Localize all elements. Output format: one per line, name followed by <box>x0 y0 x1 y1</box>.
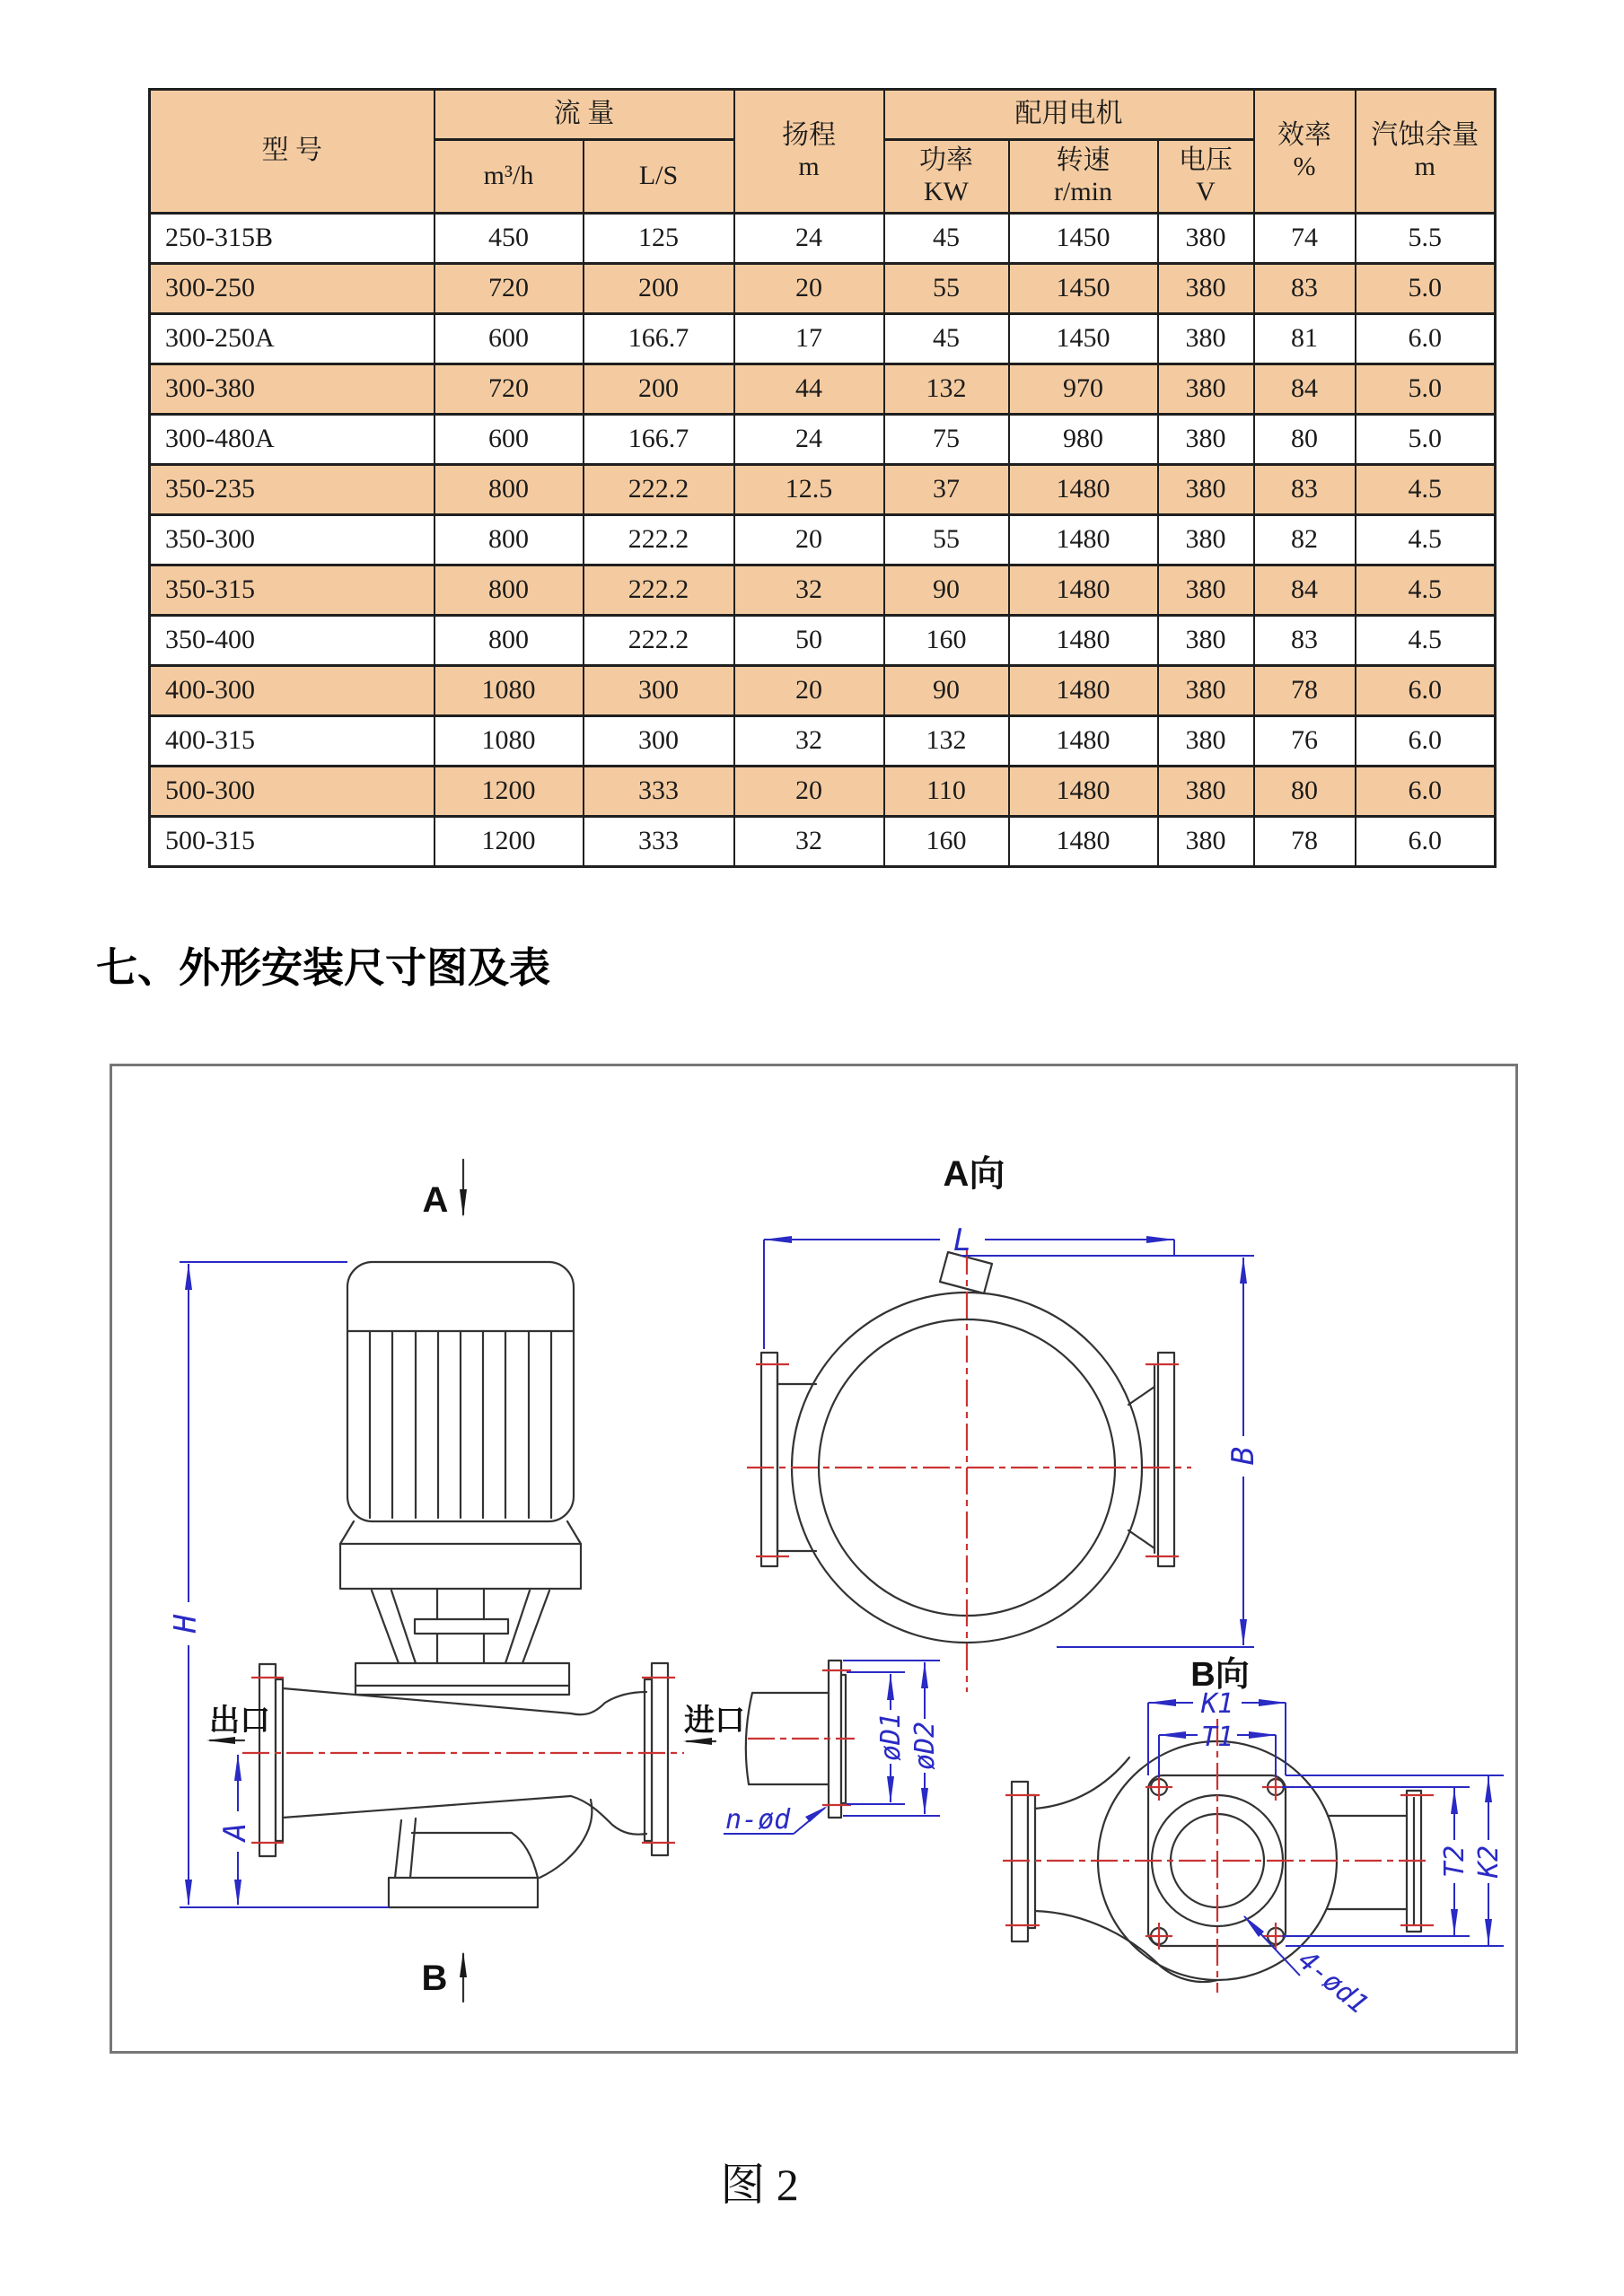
table-row <box>150 515 1496 565</box>
value-cell: 380 <box>1158 666 1254 716</box>
value-cell: 380 <box>1158 314 1254 364</box>
col-header-power-line1: 功率 <box>919 145 973 175</box>
table-row <box>150 716 1496 767</box>
col-header-model: 型 号 <box>150 90 435 214</box>
view-a-title: A向 <box>943 1154 1005 1194</box>
value-cell: 1080 <box>435 716 584 767</box>
installation-drawing <box>110 1064 1518 2054</box>
table-row <box>150 616 1496 666</box>
col-header-speed-line2: r/min <box>1054 176 1112 206</box>
value-cell: 1200 <box>435 817 584 867</box>
value-cell: 1480 <box>1009 616 1158 666</box>
elevation-view <box>168 1160 745 2002</box>
pump-spec-table <box>148 88 1497 868</box>
value-cell: 1480 <box>1009 767 1158 817</box>
dim-4d1-label: 4-ød1 <box>1291 1944 1374 2021</box>
pump-base <box>389 1878 538 1907</box>
value-cell: 90 <box>884 565 1009 616</box>
col-header-head-line2: m <box>798 151 820 181</box>
value-cell: 380 <box>1158 264 1254 314</box>
value-cell: 160 <box>884 616 1009 666</box>
value-cell: 1480 <box>1009 817 1158 867</box>
value-cell: 450 <box>435 214 584 264</box>
value-cell: 380 <box>1158 565 1254 616</box>
model-cell: 400-315 <box>150 716 435 767</box>
pump-flange-plate <box>356 1663 569 1695</box>
model-cell: 300-250A <box>150 314 435 364</box>
value-cell: 380 <box>1158 364 1254 415</box>
value-cell: 24 <box>734 415 884 465</box>
value-cell: 132 <box>884 716 1009 767</box>
value-cell: 4.5 <box>1356 616 1496 666</box>
outlet-flange <box>259 1664 276 1856</box>
dim-d2-label: øD2 <box>909 1721 941 1771</box>
motor-stool <box>340 1544 581 1589</box>
model-cell: 400-300 <box>150 666 435 716</box>
model-cell: 350-400 <box>150 616 435 666</box>
dim-t1-label: T1 <box>1200 1722 1234 1753</box>
value-cell: 5.0 <box>1356 415 1496 465</box>
value-cell: 24 <box>734 214 884 264</box>
figure-caption: 图 2 <box>720 2160 799 2210</box>
value-cell: 4.5 <box>1356 515 1496 565</box>
value-cell: 1480 <box>1009 515 1158 565</box>
value-cell: 200 <box>584 264 734 314</box>
value-cell: 800 <box>435 515 584 565</box>
value-cell: 80 <box>1254 767 1356 817</box>
value-cell: 333 <box>584 817 734 867</box>
table-row <box>150 264 1496 314</box>
value-cell: 380 <box>1158 214 1254 264</box>
figure-border <box>111 1065 1517 2053</box>
inlet-label: 进口 <box>684 1704 745 1738</box>
section-arrow-a-label: A <box>422 1180 449 1220</box>
col-header-npsh <box>1356 90 1496 214</box>
value-cell: 1480 <box>1009 666 1158 716</box>
table-row <box>150 767 1496 817</box>
value-cell: 5.5 <box>1356 214 1496 264</box>
spec-table-body <box>150 214 1496 867</box>
value-cell: 970 <box>1009 364 1158 415</box>
dim-k2-label: K2 <box>1473 1845 1505 1879</box>
model-cell: 250-315B <box>150 214 435 264</box>
model-cell: 300-380 <box>150 364 435 415</box>
table-row <box>150 364 1496 415</box>
table-row <box>150 817 1496 867</box>
figure-box <box>110 1064 1518 2054</box>
value-cell: 50 <box>734 616 884 666</box>
value-cell: 380 <box>1158 465 1254 515</box>
value-cell: 1450 <box>1009 264 1158 314</box>
value-cell: 55 <box>884 264 1009 314</box>
value-cell: 83 <box>1254 264 1356 314</box>
value-cell: 380 <box>1158 716 1254 767</box>
model-cell: 300-480A <box>150 415 435 465</box>
model-cell: 350-315 <box>150 565 435 616</box>
dim-b-label: B <box>1225 1446 1261 1466</box>
value-cell: 75 <box>884 415 1009 465</box>
value-cell: 37 <box>884 465 1009 515</box>
value-cell: 90 <box>884 666 1009 716</box>
value-cell: 32 <box>734 716 884 767</box>
col-header-flow-ls: L/S <box>584 140 734 214</box>
value-cell: 84 <box>1254 565 1356 616</box>
value-cell: 1080 <box>435 666 584 716</box>
value-cell: 44 <box>734 364 884 415</box>
value-cell: 84 <box>1254 364 1356 415</box>
value-cell: 720 <box>435 264 584 314</box>
table-row <box>150 314 1496 364</box>
col-header-power-line2: KW <box>924 176 969 206</box>
value-cell: 45 <box>884 214 1009 264</box>
value-cell: 300 <box>584 666 734 716</box>
col-header-head-line1: 扬程 <box>782 120 836 150</box>
value-cell: 76 <box>1254 716 1356 767</box>
col-header-eff-line2: % <box>1293 151 1316 181</box>
value-cell: 80 <box>1254 415 1356 465</box>
table-row <box>150 415 1496 465</box>
value-cell: 6.0 <box>1356 666 1496 716</box>
value-cell: 800 <box>435 616 584 666</box>
value-cell: 1200 <box>435 767 584 817</box>
table-row <box>150 666 1496 716</box>
value-cell: 222.2 <box>584 515 734 565</box>
value-cell: 380 <box>1158 515 1254 565</box>
model-cell: 500-300 <box>150 767 435 817</box>
value-cell: 800 <box>435 565 584 616</box>
value-cell: 12.5 <box>734 465 884 515</box>
model-cell: 350-235 <box>150 465 435 515</box>
value-cell: 20 <box>734 666 884 716</box>
value-cell: 222.2 <box>584 465 734 515</box>
section-heading: 七、外形安装尺寸图及表 <box>96 944 550 991</box>
value-cell: 20 <box>734 264 884 314</box>
coupling <box>415 1619 508 1634</box>
col-header-motor: 配用电机 <box>884 90 1254 140</box>
value-cell: 4.5 <box>1356 565 1496 616</box>
col-header-eff-line1: 效率 <box>1277 120 1332 150</box>
dim-l-label: L <box>952 1222 972 1258</box>
col-header-volt-line2: V <box>1196 176 1216 206</box>
value-cell: 6.0 <box>1356 314 1496 364</box>
value-cell: 166.7 <box>584 314 734 364</box>
value-cell: 83 <box>1254 465 1356 515</box>
col-header-flow: 流 量 <box>435 90 734 140</box>
value-cell: 74 <box>1254 214 1356 264</box>
value-cell: 200 <box>584 364 734 415</box>
value-cell: 160 <box>884 817 1009 867</box>
value-cell: 166.7 <box>584 415 734 465</box>
section-arrow-b-label: B <box>421 1959 448 1998</box>
model-cell: 300-250 <box>150 264 435 314</box>
value-cell: 6.0 <box>1356 716 1496 767</box>
value-cell: 380 <box>1158 767 1254 817</box>
dim-nd-label: n-ød <box>725 1804 791 1836</box>
model-cell: 350-300 <box>150 515 435 565</box>
value-cell: 1480 <box>1009 465 1158 515</box>
value-cell: 125 <box>584 214 734 264</box>
value-cell: 600 <box>435 415 584 465</box>
dim-t2-label: T2 <box>1439 1845 1470 1879</box>
dim-k1-label: K1 <box>1200 1688 1234 1720</box>
value-cell: 55 <box>884 515 1009 565</box>
value-cell: 800 <box>435 465 584 515</box>
value-cell: 980 <box>1009 415 1158 465</box>
value-cell: 1450 <box>1009 314 1158 364</box>
value-cell: 5.0 <box>1356 364 1496 415</box>
value-cell: 1480 <box>1009 716 1158 767</box>
value-cell: 333 <box>584 767 734 817</box>
value-cell: 45 <box>884 314 1009 364</box>
col-header-volt-line1: 电压 <box>1179 145 1233 175</box>
value-cell: 4.5 <box>1356 465 1496 515</box>
value-cell: 20 <box>734 515 884 565</box>
value-cell: 81 <box>1254 314 1356 364</box>
value-cell: 5.0 <box>1356 264 1496 314</box>
value-cell: 20 <box>734 767 884 817</box>
view-a <box>747 1154 1261 1692</box>
col-header-npsh-line1: 汽蚀余量 <box>1371 120 1479 150</box>
value-cell: 720 <box>435 364 584 415</box>
dim-h-label: H <box>168 1614 204 1634</box>
table-row <box>150 214 1496 264</box>
dim-d1-label: øD1 <box>875 1712 907 1762</box>
value-cell: 83 <box>1254 616 1356 666</box>
col-header-power <box>884 140 1009 214</box>
value-cell: 32 <box>734 817 884 867</box>
dim-a-label: A <box>217 1822 253 1842</box>
col-header-flow-m3h: m³/h <box>435 140 584 214</box>
col-header-npsh-line2: m <box>1414 151 1435 181</box>
value-cell: 78 <box>1254 817 1356 867</box>
value-cell: 222.2 <box>584 616 734 666</box>
value-cell: 6.0 <box>1356 817 1496 867</box>
col-header-head <box>734 90 884 214</box>
value-cell: 32 <box>734 565 884 616</box>
view-b <box>1003 1656 1505 2020</box>
value-cell: 300 <box>584 716 734 767</box>
value-cell: 380 <box>1158 817 1254 867</box>
col-header-efficiency <box>1254 90 1356 214</box>
inlet-flange <box>652 1663 668 1855</box>
value-cell: 6.0 <box>1356 767 1496 817</box>
value-cell: 132 <box>884 364 1009 415</box>
value-cell: 380 <box>1158 415 1254 465</box>
table-row <box>150 465 1496 515</box>
col-header-voltage <box>1158 140 1254 214</box>
value-cell: 1450 <box>1009 214 1158 264</box>
view-b-title: B向 <box>1190 1656 1250 1694</box>
col-header-speed <box>1009 140 1158 214</box>
value-cell: 222.2 <box>584 565 734 616</box>
value-cell: 1480 <box>1009 565 1158 616</box>
flange-detail <box>724 1661 941 1836</box>
value-cell: 17 <box>734 314 884 364</box>
table-row <box>150 565 1496 616</box>
value-cell: 380 <box>1158 616 1254 666</box>
col-header-speed-line1: 转速 <box>1056 145 1110 175</box>
value-cell: 110 <box>884 767 1009 817</box>
value-cell: 78 <box>1254 666 1356 716</box>
outlet-label: 出口 <box>209 1704 270 1738</box>
value-cell: 82 <box>1254 515 1356 565</box>
value-cell: 600 <box>435 314 584 364</box>
model-cell: 500-315 <box>150 817 435 867</box>
